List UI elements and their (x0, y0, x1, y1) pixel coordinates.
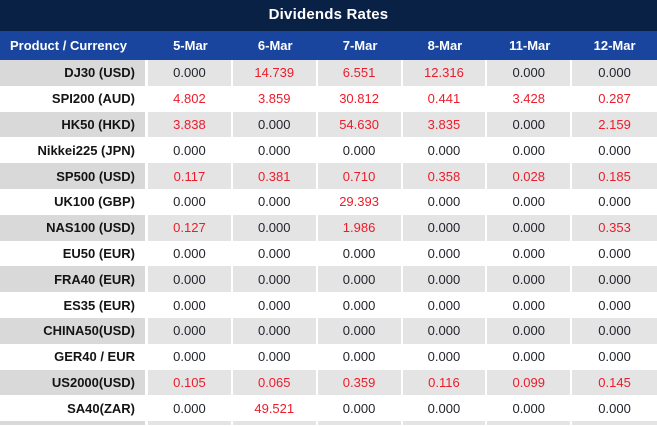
table-row (0, 370, 657, 396)
title-bar (0, 0, 657, 29)
column-header-date-4: 8-Mar (403, 31, 488, 60)
value-cell: 0.000 (487, 395, 572, 421)
value-cell: 0.000 (572, 344, 657, 370)
value-cell: 0.000 (318, 137, 403, 163)
value-cell: 0.099 (487, 370, 572, 396)
value-cell: 4.802 (148, 86, 233, 112)
column-header-date-2: 6-Mar (233, 31, 318, 60)
value-cell: 0.000 (403, 292, 488, 318)
value-cell: 0.000 (572, 60, 657, 86)
value-cell: 0.000 (233, 318, 318, 344)
table-row (0, 266, 657, 292)
value-cell: 0.353 (572, 215, 657, 241)
value-cell: 0.358 (403, 163, 488, 189)
value-cell: 0.000 (148, 189, 233, 215)
table-body (0, 60, 657, 421)
value-cell: 3.428 (487, 86, 572, 112)
value-cell: 0.000 (148, 318, 233, 344)
product-cell: HK50 (HKD) (0, 112, 148, 138)
value-cell: 0.000 (487, 137, 572, 163)
value-cell: 0.000 (487, 344, 572, 370)
value-cell: 0.710 (318, 163, 403, 189)
table-row (0, 189, 657, 215)
value-cell: 14.739 (233, 60, 318, 86)
value-cell: 0.000 (233, 215, 318, 241)
table-row (0, 60, 657, 86)
product-cell: DJ30 (USD) (0, 60, 148, 86)
product-cell: EU50 (EUR) (0, 241, 148, 267)
value-cell: 0.000 (403, 241, 488, 267)
product-cell: US2000(USD) (0, 370, 148, 396)
value-cell: 0.000 (487, 60, 572, 86)
page-title: Dividends Rates (268, 6, 389, 23)
value-cell: 30.812 (318, 86, 403, 112)
product-cell: UK100 (GBP) (0, 189, 148, 215)
product-cell: SP500 (USD) (0, 163, 148, 189)
value-cell: 0.000 (487, 241, 572, 267)
value-cell: 0.000 (403, 215, 488, 241)
value-cell: 0.127 (148, 215, 233, 241)
value-cell: 0.000 (233, 266, 318, 292)
value-cell: 29.393 (318, 189, 403, 215)
value-cell: 0.145 (572, 370, 657, 396)
product-cell: NAS100 (USD) (0, 215, 148, 241)
value-cell: 1.986 (318, 215, 403, 241)
table-header-row (0, 29, 657, 60)
product-cell: SPI200 (AUD) (0, 86, 148, 112)
value-cell: 6.551 (318, 60, 403, 86)
value-cell: 0.000 (572, 395, 657, 421)
value-cell: 0.000 (572, 318, 657, 344)
value-cell: 3.835 (403, 112, 488, 138)
value-cell: 0.000 (572, 266, 657, 292)
value-cell: 12.316 (403, 60, 488, 86)
value-cell: 0.000 (403, 266, 488, 292)
product-cell: Nikkei225 (JPN) (0, 137, 148, 163)
value-cell: 0.000 (487, 189, 572, 215)
value-cell: 0.065 (233, 370, 318, 396)
table-row (0, 395, 657, 421)
value-cell: 0.441 (403, 86, 488, 112)
value-cell: 0.000 (233, 241, 318, 267)
value-cell: 0.000 (148, 395, 233, 421)
value-cell: 0.000 (233, 137, 318, 163)
value-cell: 0.000 (487, 292, 572, 318)
column-header-date-5: 11-Mar (487, 31, 572, 60)
column-header-date-6: 12-Mar (572, 31, 657, 60)
value-cell: 0.117 (148, 163, 233, 189)
value-cell: 0.000 (318, 241, 403, 267)
table-row (0, 137, 657, 163)
table-row (0, 86, 657, 112)
table-row (0, 241, 657, 267)
value-cell: 0.000 (403, 318, 488, 344)
value-cell: 0.105 (148, 370, 233, 396)
value-cell: 0.000 (572, 292, 657, 318)
value-cell: 0.000 (318, 344, 403, 370)
value-cell: 0.116 (403, 370, 488, 396)
value-cell: 0.000 (572, 137, 657, 163)
product-cell: ES35 (EUR) (0, 292, 148, 318)
value-cell: 0.000 (233, 112, 318, 138)
value-cell: 0.028 (487, 163, 572, 189)
value-cell: 0.000 (148, 266, 233, 292)
value-cell: 0.000 (148, 292, 233, 318)
dividends-table (0, 29, 657, 426)
column-header-date-3: 7-Mar (318, 31, 403, 60)
value-cell: 0.000 (487, 266, 572, 292)
value-cell: 3.838 (148, 112, 233, 138)
value-cell: 0.000 (403, 189, 488, 215)
partial-next-row (0, 421, 657, 425)
product-cell: GER40 / EUR (0, 344, 148, 370)
column-header-date-1: 5-Mar (148, 31, 233, 60)
table-row (0, 112, 657, 138)
value-cell: 49.521 (233, 395, 318, 421)
table-row (0, 163, 657, 189)
value-cell: 0.000 (572, 189, 657, 215)
column-header-product-currency: Product / Currency (0, 31, 148, 60)
value-cell: 0.000 (318, 395, 403, 421)
value-cell: 0.000 (487, 112, 572, 138)
value-cell: 54.630 (318, 112, 403, 138)
value-cell: 0.000 (572, 241, 657, 267)
value-cell: 0.000 (148, 344, 233, 370)
value-cell: 0.000 (233, 189, 318, 215)
table-row (0, 318, 657, 344)
value-cell: 2.159 (572, 112, 657, 138)
value-cell: 0.000 (403, 137, 488, 163)
value-cell: 0.000 (318, 292, 403, 318)
value-cell: 0.000 (148, 60, 233, 86)
value-cell: 0.000 (318, 266, 403, 292)
value-cell: 0.000 (487, 215, 572, 241)
value-cell: 0.000 (148, 137, 233, 163)
product-cell: SA40(ZAR) (0, 395, 148, 421)
value-cell: 0.000 (148, 241, 233, 267)
value-cell: 0.000 (403, 395, 488, 421)
value-cell: 0.381 (233, 163, 318, 189)
table-row (0, 344, 657, 370)
value-cell: 0.185 (572, 163, 657, 189)
value-cell: 0.359 (318, 370, 403, 396)
table-row (0, 292, 657, 318)
value-cell: 0.000 (233, 344, 318, 370)
value-cell: 0.000 (318, 318, 403, 344)
value-cell: 0.287 (572, 86, 657, 112)
value-cell: 3.859 (233, 86, 318, 112)
value-cell: 0.000 (487, 318, 572, 344)
product-cell: CHINA50(USD) (0, 318, 148, 344)
value-cell: 0.000 (233, 292, 318, 318)
value-cell: 0.000 (403, 344, 488, 370)
table-row (0, 215, 657, 241)
product-cell: FRA40 (EUR) (0, 266, 148, 292)
